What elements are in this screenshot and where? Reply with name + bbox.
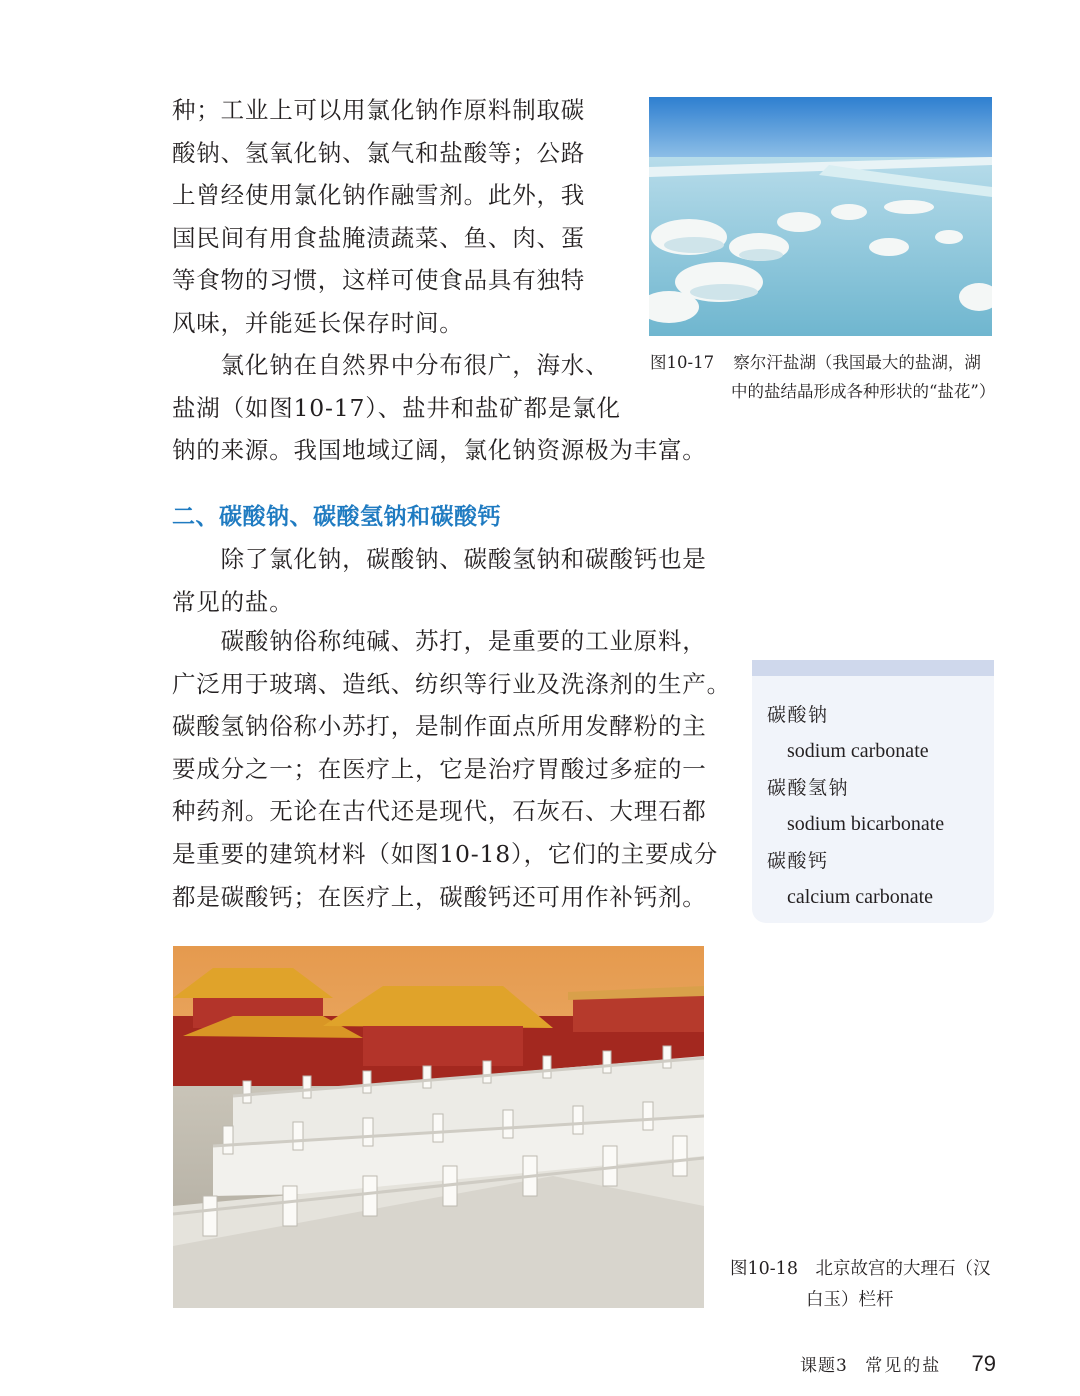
text-line: 上曾经使用氯化钠作融雪剂。此外，我 [172,181,586,210]
text-line: 氯化钠在自然界中分布很广，海水、 [172,351,610,379]
vocab-term-chinese: 碳酸氢钠 [767,776,850,799]
vocabulary-list [752,676,994,915]
caption-text-line: 白玉）栏杆 [806,1290,894,1310]
marble-balustrade-illustration [173,946,704,1308]
caption-text-line: 北京故宫的大理石（汉 [815,1259,991,1279]
text-line: 等食物的习惯，这样可使食品具有独特 [172,266,586,295]
text-line: 酸钠、氢氧化钠、氯气和盐酸等；公路 [172,138,586,167]
figure-10-18-caption [730,1254,991,1316]
paragraph-intro [172,538,707,623]
text-line: 碳酸钠俗称纯碱、苏打，是重要的工业原料， [172,627,707,655]
paragraph-nacl-sources [172,344,707,472]
salt-lake-photo [649,97,992,336]
text-line: 种；工业上可以用氯化钠作原料制取碳 [172,96,586,124]
vocab-term-chinese: 碳酸钠 [767,704,829,726]
paragraph-carbonate-uses [172,620,731,918]
lesson-label: 课题3 [800,1356,848,1376]
vocab-term-english: sodium carbonate [787,740,929,763]
lesson-title: 常见的盐 [865,1356,942,1376]
section-heading: 二、碳酸钠、碳酸氢钠和碳酸钙 [172,504,501,530]
page-number: 79 [971,1351,996,1376]
text-line: 广泛用于玻璃、造纸、纺织等行业及洗涤剂的生产。 [172,669,731,698]
paragraph-nacl-uses [172,89,585,345]
figure-number: 图10-17 [650,353,715,372]
text-line: 都是碳酸钙；在医疗上，碳酸钙还可用作补钙剂。 [172,882,707,911]
caption-text-line: 中的盐结晶形成各种形状的“盐花”） [731,382,996,401]
figure-10-17-caption [650,348,995,406]
text-line: 盐湖（如图10-17）、盐井和盐矿都是氯化 [172,393,621,422]
text-line: 常见的盐。 [172,587,294,616]
vocabulary-box-header-bar [752,660,994,676]
vocab-term-english: sodium bicarbonate [787,813,945,836]
vocab-term-chinese: 碳酸钙 [767,849,829,872]
forbidden-city-photo [173,946,704,1308]
text-line: 风味，并能延长保存时间。 [172,308,464,337]
text-line: 是重要的建筑材料（如图10-18），它们的主要成分 [172,839,718,868]
text-line: 国民间有用食盐腌渍蔬菜、鱼、肉、蛋 [172,223,586,252]
text-line: 碳酸氢钠俗称小苏打，是制作面点所用发酵粉的主 [172,712,707,741]
text-line: 除了氯化钠，碳酸钠、碳酸氢钠和碳酸钙也是 [172,545,707,573]
text-line: 种药剂。无论在古代还是现代，石灰石、大理石都 [172,797,707,826]
page-footer [800,1351,996,1381]
text-line: 要成分之一；在医疗上，它是治疗胃酸过多症的一 [172,754,707,783]
text-line: 钠的来源。我国地域辽阔，氯化钠资源极为丰富。 [172,436,707,465]
caption-text-line: 察尔汗盐湖（我国最大的盐湖，湖 [733,353,981,372]
salt-lake-illustration [649,97,992,336]
vocab-term-english: calcium carbonate [787,886,934,909]
vocabulary-box [752,660,994,923]
figure-number: 图10-18 [730,1259,798,1279]
